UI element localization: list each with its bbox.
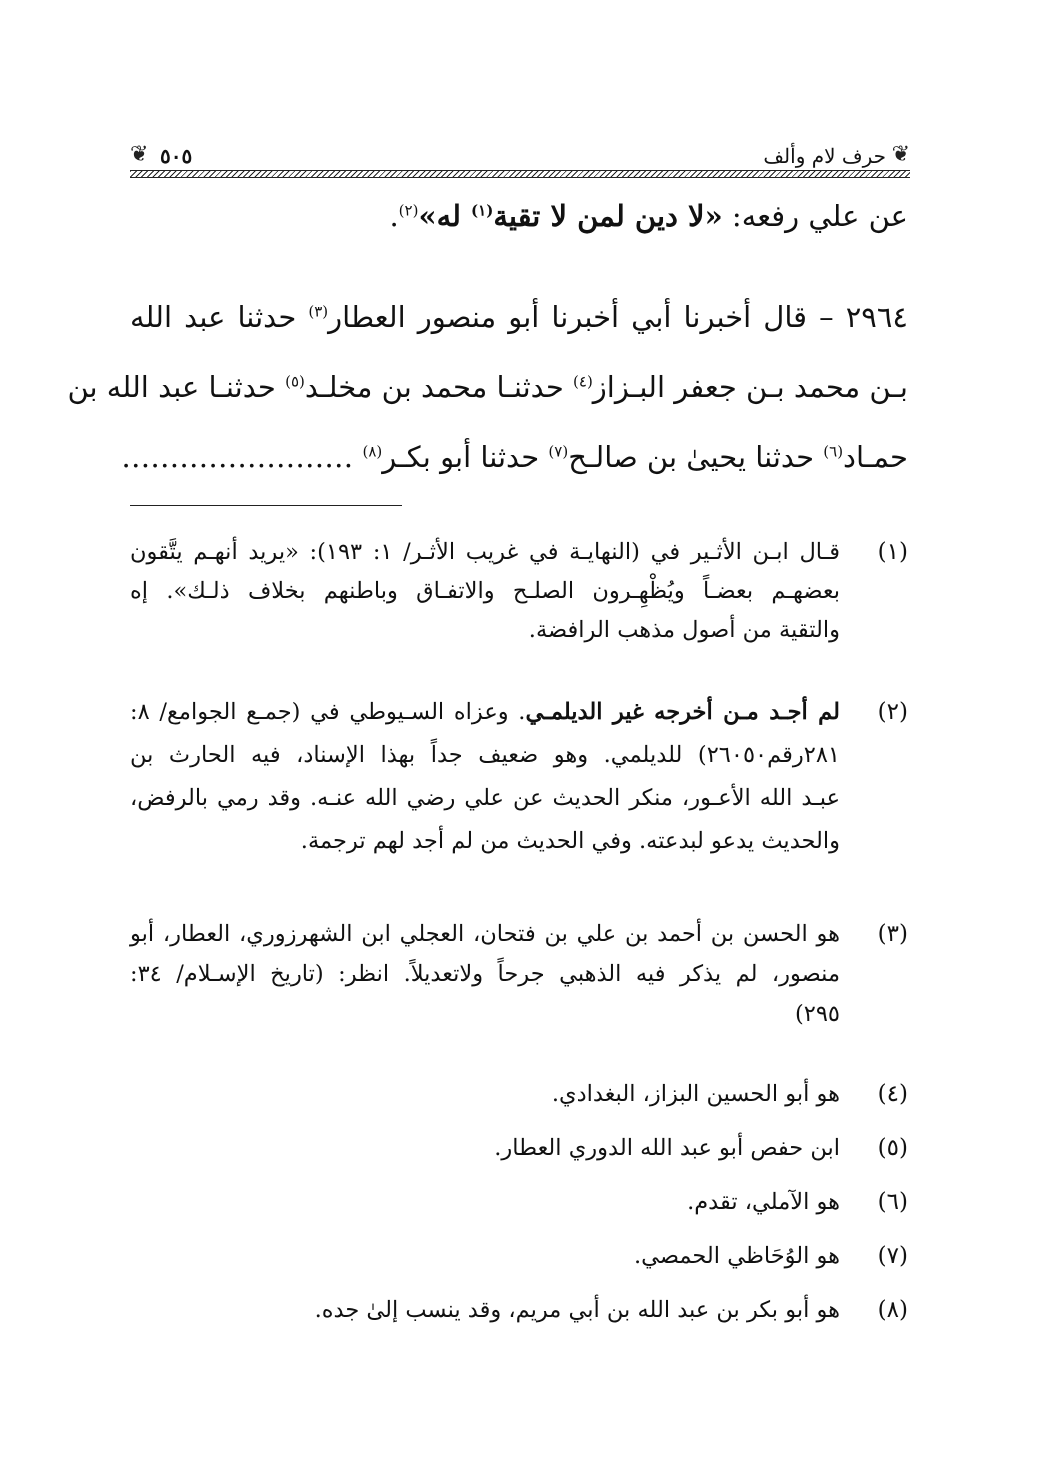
footnote-4 <box>130 1078 908 1111</box>
footnote-line: هو أبو بكر بن عبد الله بن أبي مريم، وقد ينسب إلىٰ جده. <box>314 1297 840 1323</box>
ornament-icon: ❦ <box>891 142 910 167</box>
footnote-line: هو أبو الحسين البزاز، البغدادي. <box>551 1081 840 1107</box>
footnote-number: (٣) <box>877 921 908 947</box>
paragraph-line: بـن محمد بـن جعفر البـزاز$^{(٤)}$ حدثنـا محمد بن مخلـد$^{(٥)}$ حدثنـا عبد الله بن <box>67 370 908 404</box>
footnote-line: والحديث يدعو لبدعته. وفي الحديث من لم أجد لهم ترجمة. <box>300 828 840 854</box>
footnote-1 <box>130 536 908 647</box>
footnote-ref: (٨) <box>362 442 383 461</box>
footnote-line: ٢٨١رقم٢٦٠٥٠) للديلمي. وهو ضعيف جداً بهذا الإسناد، فيه الحارث بن <box>130 742 840 768</box>
hadith-text: «لا دين لمن لا تقية$^{(١)}$ له» <box>418 199 723 233</box>
footnote-line: هو الآملي، تقدم. <box>687 1189 840 1215</box>
page-header <box>130 140 910 180</box>
footnote-5 <box>130 1132 908 1165</box>
footnote-8 <box>130 1294 908 1327</box>
page-number: ٥٠٥ <box>160 144 193 168</box>
hadith-2964-paragraph <box>67 297 908 477</box>
footnote-number: (٥) <box>877 1135 908 1161</box>
footnote-line: ابن حفص أبو عبد الله الدوري العطار. <box>494 1135 840 1161</box>
footnote-ref: (٤) <box>573 372 593 391</box>
footnote-3 <box>130 918 908 1031</box>
footnote-line: ٢٩٥) <box>794 1001 840 1027</box>
footnote-line: هو الوُحَاظي الحمصي. <box>633 1243 840 1269</box>
main-text-line-1 <box>130 196 908 236</box>
footnote-6 <box>130 1186 908 1219</box>
footnote-line: قـال ابـن الأثـير في (النهايـة في غريب الأثـر/ ١: ١٩٣): «يريد أنهـم يتَّقون <box>130 539 840 565</box>
footnote-ref: (٣) <box>308 302 329 321</box>
ornament-icon: ❦ <box>130 142 149 167</box>
chapter-title: حرف لام وألف <box>763 144 886 168</box>
footnote-number: (٨) <box>877 1297 908 1323</box>
footnote-line: لم أجـد مـن أخرجه غير الديلمـي. وعزاه السـيوطي في (جمـع الجوامع/ ٨: <box>130 699 840 725</box>
footnote-line: هو الحسن بن أحمد بن علي بن فتحان، العجلي ابن الشهرزوري، العطار، أبو <box>130 921 840 947</box>
footnote-ref: (٢) <box>398 201 419 220</box>
footnote-ref: (٥) <box>285 372 305 391</box>
paragraph-line: حمـاد$^{(٦)}$ حدثنا يحيىٰ بن صالـح$^{(٧)}$ حدثنا أبو بكـر$^{(٨)}$ …………………… <box>121 440 908 474</box>
footnote-7 <box>130 1240 908 1273</box>
footnote-separator <box>130 505 402 506</box>
footnote-number: (٢) <box>877 699 908 725</box>
footnote-ref: (١) <box>471 201 494 220</box>
footnote-line: منصور، لم يذكر فيه الذهبي جرحاً ولاتعديلاً. انظر: (تاريخ الإسـلام/ ٣٤: <box>130 961 840 987</box>
footnote-number: (٤) <box>877 1081 908 1107</box>
footnote-ref: (٦) <box>823 442 844 461</box>
footnote-number: (٦) <box>877 1189 908 1215</box>
footnote-number: (٧) <box>877 1243 908 1269</box>
paragraph-line: ٢٩٦٤ – قال أخبرنا أبي أخبرنا أبو منصور العطار$^{(٣)}$ حدثنا عبد الله <box>130 300 908 334</box>
header-rule <box>130 170 910 178</box>
footnote-line: عبـد الله الأعـور، منكر الحديث عن علي رضي الله عنـه. وقد رمي بالرفض، <box>130 785 840 811</box>
footnote-2 <box>130 696 908 858</box>
hadith-line: عن علي رفعه: «لا دين لمن لا تقية$^{(١)}$ له»$^{(٢)}$. <box>389 199 908 233</box>
footnote-ref: (٧) <box>548 442 569 461</box>
footnote-line: والتقية من أصول مذهب الرافضة. <box>528 617 840 643</box>
footnote-line: بعضهـم بعضـاً ويُظْهِـرون الصلـح والاتفـاق وباطنهم بخلاف ذلـك». إه <box>130 578 840 604</box>
footnote-number: (١) <box>877 539 908 565</box>
